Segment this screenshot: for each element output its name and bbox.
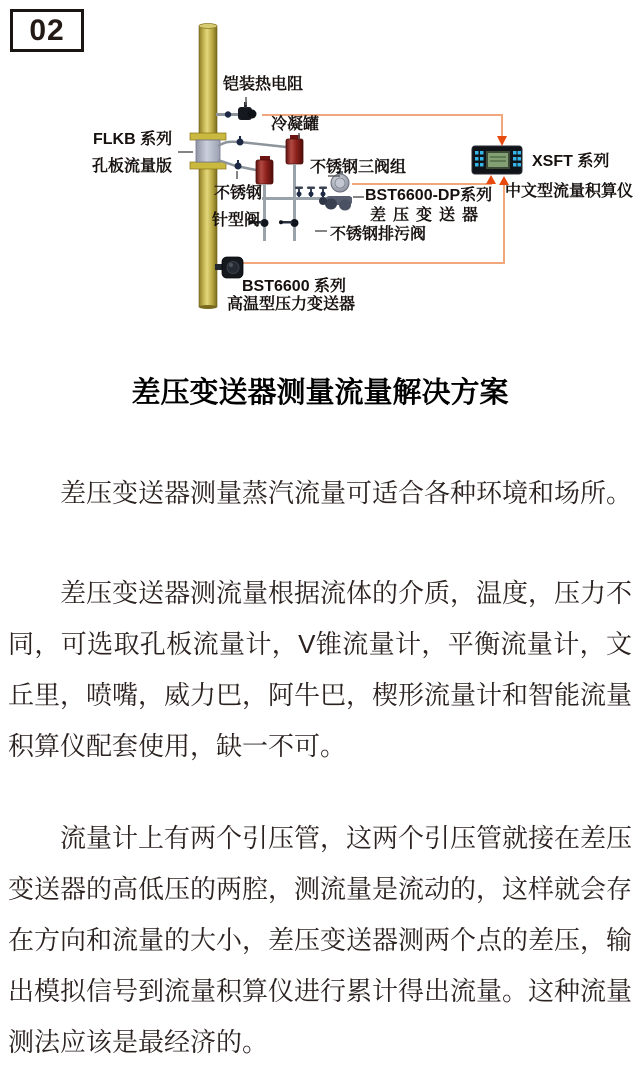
label-xsft-series: XSFT 系列: [532, 153, 610, 170]
label-pt-series: BST6600 系列: [242, 278, 347, 295]
condensate-tank-2: [256, 156, 273, 184]
thermal-resistor-device: [216, 102, 257, 120]
label-condensate-tank: 冷凝罐: [271, 116, 320, 133]
pressure-transmitter: [215, 257, 243, 278]
label-thermal-resistor: 铠装热电阻: [223, 76, 304, 93]
label-orifice-flowmeter: 孔板流量版: [92, 158, 173, 175]
label-dp-transmitter: 差压变送器: [370, 207, 486, 224]
flow-measurement-diagram: [0, 0, 640, 350]
label-three-valve-group: 不锈钢三阀组: [310, 159, 407, 176]
label-needle-valve-1: 不锈钢: [214, 185, 263, 202]
label-flkb-series: FLKB 系列: [93, 131, 173, 148]
label-dp-transmitter-series: BST6600-DP系列: [365, 187, 493, 204]
paragraph-1: 差压变送器测量蒸汽流量可适合各种环境和场所。: [60, 478, 633, 508]
flow-totalizer-device: [472, 146, 522, 174]
condensate-tank-1: [286, 135, 303, 164]
three-valve-manifold: [295, 187, 327, 198]
label-drain-valve: 不锈钢排污阀: [330, 226, 427, 243]
page-title: 差压变送器测量流量解决方案: [131, 377, 509, 410]
orifice-plate: [190, 133, 226, 169]
paragraph-2: 差压变送器测流量根据流体的介质，温度，压力不同，可选取孔板流量计，V锥流量计，平衡流量计，文丘里，喷嘴，威力巴，阿牛巴，楔形流量计和智能流量积算仪配套使用，缺一不可。: [8, 578, 633, 761]
label-pressure-transmitter: 高温型压力变送器: [227, 296, 356, 313]
label-flow-totalizer: 中文型流量积算仪: [505, 183, 634, 200]
impulse-tubes: [218, 142, 286, 170]
section-number-badge: 02: [10, 9, 84, 52]
paragraph-3: 流量计上有两个引压管，这两个引压管就接在差压变送器的高低压的两腔，测流量是流动的，这样就会存在方向和流量的大小，差压变送器测两个点的差压，输出模拟信号到流量积算仪进行累计得出流量。这种流量测法应该是最经济的。: [8, 823, 633, 1057]
label-needle-valve-2: 针型阀: [212, 212, 261, 229]
